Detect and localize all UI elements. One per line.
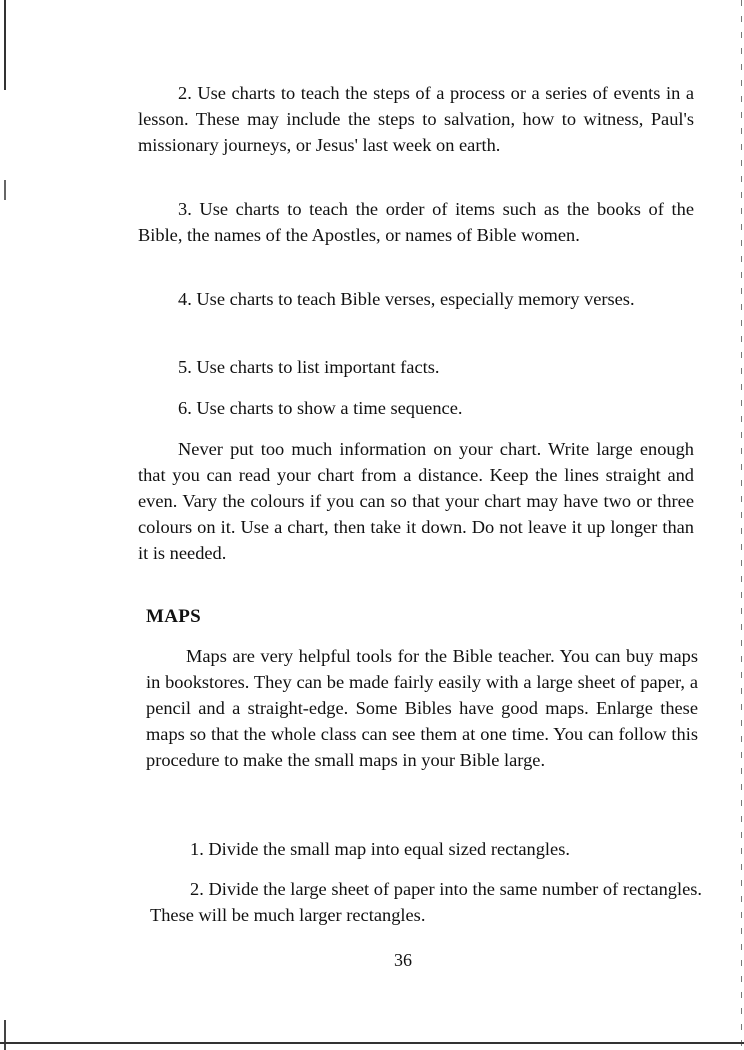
page-number: 36: [394, 950, 412, 970]
paragraph-maps-step-1: 1. Divide the small map into equal sized rectangles.: [190, 839, 570, 859]
scan-edge-right: [741, 0, 742, 1050]
scan-edge-bottom: [0, 1042, 744, 1044]
scan-edge-left: [4, 0, 6, 1050]
paragraph-chart-tips: Never put too much information on your chart. Write large enough that you can read your chart from a distance. Keep the lines straight and even. Vary the colours if you can so that your chart may have two or three colours on it. Use a chart, then take it down. Do not leave it up longer than it is needed.: [138, 439, 694, 563]
paragraph-maps-intro: Maps are very helpful tools for the Bible teacher. You can buy maps in bookstores. They can be made fairly easily with a large sheet of paper, a pencil and a straight-edge. Some Bibles have good maps. Enlarge these maps so that the whole class can see them at one time. You can follow this procedure to make the small maps in your Bible large.: [146, 646, 698, 770]
paragraph-charts-order: 3. Use charts to teach the order of items such as the books of the Bible, the names of the Apostles, or names of Bible women.: [138, 199, 694, 245]
paragraph-charts-facts: 5. Use charts to list important facts.: [178, 357, 440, 377]
paragraph-charts-time: 6. Use charts to show a time sequence.: [178, 398, 463, 418]
paragraph-charts-process: 2. Use charts to teach the steps of a process or a series of events in a lesson. These may include the steps to salvation, how to witness, Paul's missionary journeys, or Jesus' last week on earth.: [138, 83, 694, 155]
paragraph-maps-step-2: 2. Divide the large sheet of paper into the same number of rectangles. These will be much larger rectangles.: [150, 879, 702, 925]
paragraph-charts-verses: 4. Use charts to teach Bible verses, especially memory verses.: [178, 289, 635, 309]
section-heading-maps: MAPS: [146, 606, 202, 627]
